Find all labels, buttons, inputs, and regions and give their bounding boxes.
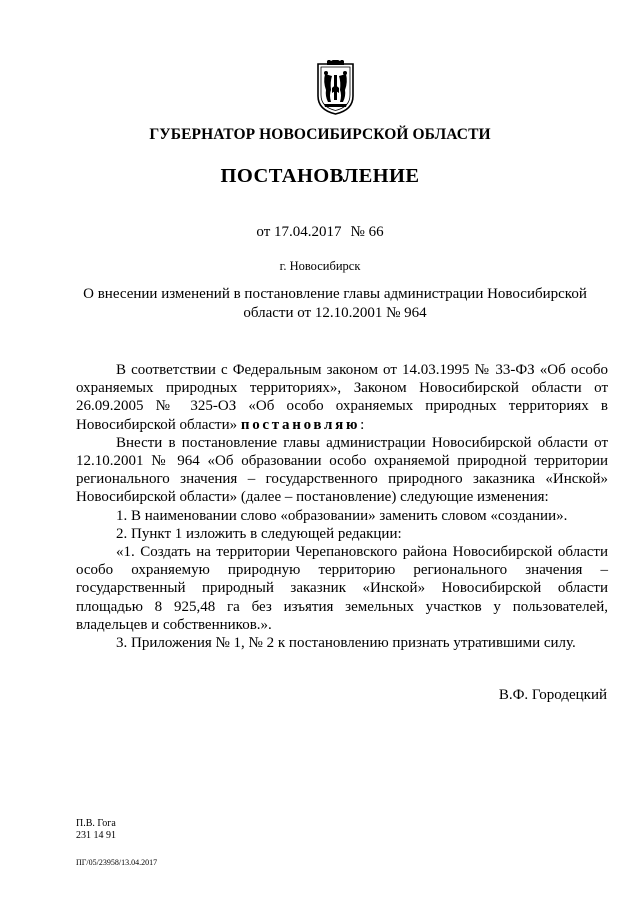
city: г. Новосибирск [279, 259, 361, 273]
legal-basis-text: В соответствии с Федеральным законом от 14.03.1995 № 33-ФЗ «Об особо охраняемых природных территориях», Законом Новосибирской области от 26.09.2005 № 325-ОЗ «Об особо охраняемых природных территориях в Новосибирской области» [76, 362, 608, 433]
paragraph-legal-basis: В соответствии с Федеральным законом от 14.03.1995 № 33-ФЗ «Об особо охраняемых природных территориях», Законом Новосибирской области от 26.09.2005 № 325-ОЗ «Об особо охраняемых природных территориях в Новосибирской области» постановляю: [76, 362, 608, 433]
paragraph-quoted-item: «1. Создать на территории Черепановского района Новосибирской области особо охраняемую природную территорию регионального значения – государственный природный заказник «Инской» Новосибирской области площадью 8 925,48 га без изъятия земельных участков у пользователей, владельцев и собственников.». [76, 544, 608, 633]
signature-name: В.Ф. Городецкий [498, 687, 607, 703]
issuing-authority: ГУБЕРНАТОР НОВОСИБИРСКОЙ ОБЛАСТИ [149, 126, 491, 143]
document-body [76, 361, 608, 652]
paragraph-item-1: 1. В наименовании слово «образовании» заменить словом «создании». [116, 507, 568, 524]
coat-of-arms-icon [313, 60, 358, 116]
date-number-line [0, 224, 640, 241]
document-type-title: ПОСТАНОВЛЕНИЕ [220, 165, 420, 187]
document-subject: О внесении изменений в постановление главы администрации Новосибирской области от 12.10.2001 № 964 [83, 286, 587, 321]
document-date: 17.04.2017 [274, 224, 342, 240]
paragraph-item-2: 2. Пункт 1 изложить в следующей редакции: [116, 525, 402, 542]
executor-name: П.В. Гога [76, 818, 116, 829]
document-reference: ПГ/05/23958/13.04.2017 [76, 858, 158, 867]
executor-block [76, 818, 116, 842]
decree-word: постановляю [240, 416, 361, 433]
executor-phone: 231 14 91 [76, 830, 116, 841]
paragraph-item-3: 3. Приложения № 1, № 2 к постановлению признать утратившими силу. [116, 635, 576, 652]
document-number: 66 [368, 224, 384, 240]
date-prefix: от [256, 224, 271, 240]
paragraph-amend-intro: Внести в постановление главы администрации Новосибирской области от 12.10.2001 № 964 «Об образовании особо охраняемой природной территории регионального значения – государственного природного заказника «Инской» Новосибирской области» (далее – постановление) следующие изменения: [76, 434, 608, 506]
number-prefix: № [350, 224, 365, 240]
